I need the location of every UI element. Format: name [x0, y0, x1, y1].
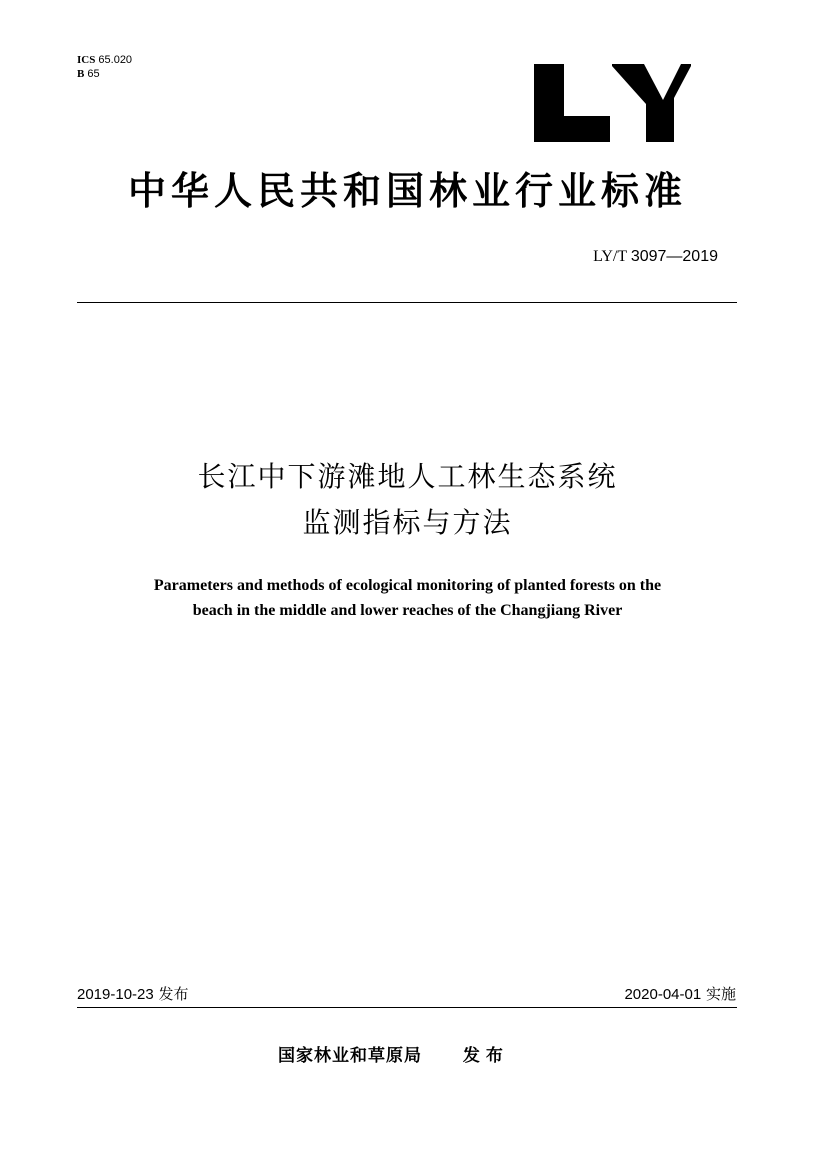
header-divider — [77, 302, 737, 303]
standard-code-number: 3097—2019 — [630, 248, 718, 265]
ics-value: 65.020 — [98, 54, 133, 66]
footer-divider — [77, 1007, 737, 1008]
title-cn-line1: 长江中下游滩地人工林生态系统 — [197, 460, 618, 493]
standard-code-prefix: LY/T — [593, 248, 627, 265]
ccs-line — [77, 67, 132, 81]
ccs-value: 65 — [87, 68, 100, 80]
issue-date: 2019-10-23 — [77, 986, 154, 1003]
implement-label: 实施 — [705, 985, 736, 1003]
ics-label: ICS — [77, 54, 96, 66]
standard-title: 中华人民共和国林业行业标准 — [127, 169, 687, 213]
implement-date-block — [624, 984, 736, 1005]
ccs-label: B — [77, 68, 85, 80]
ly-logo-graphic — [520, 40, 720, 160]
issuer-block — [278, 1044, 509, 1068]
issue-label: 发布 — [158, 985, 189, 1003]
standard-code — [593, 247, 718, 267]
title-cn-line2: 监测指标与方法 — [302, 506, 513, 539]
ly-logo — [520, 40, 720, 160]
implement-date: 2020-04-01 — [624, 986, 702, 1003]
issue-date-block — [77, 984, 189, 1005]
classification-codes — [77, 53, 132, 81]
ics-line — [77, 53, 132, 67]
issuer-action: 发布 — [462, 1046, 509, 1066]
title-en-line2: beach in the middle and lower reaches of the Changjiang River — [192, 602, 623, 619]
title-en-line1: Parameters and methods of ecological monitoring of planted forests on the — [153, 577, 662, 594]
issuer-name: 国家林业和草原局 — [278, 1046, 422, 1066]
